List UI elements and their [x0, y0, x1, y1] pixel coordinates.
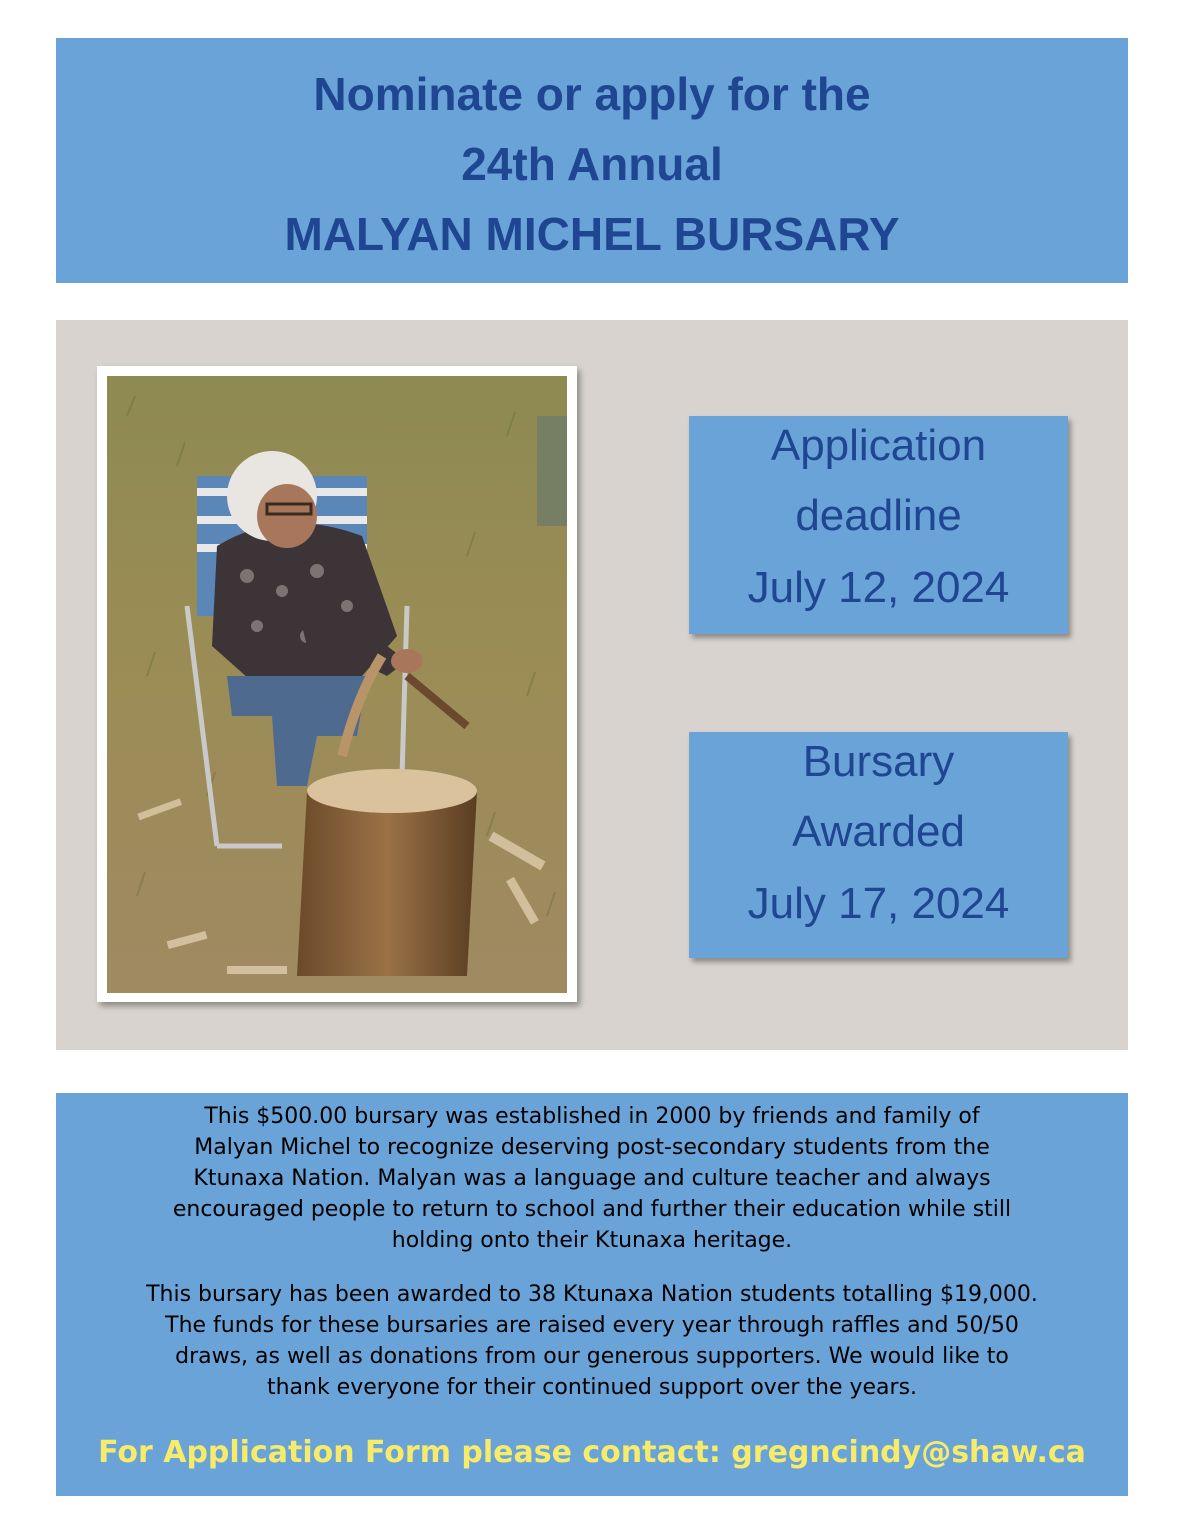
header-title: MALYAN MICHEL BURSARY [284, 208, 900, 260]
deadline-date: July 12, 2024 [747, 563, 1010, 612]
history-line: The funds for these bursaries are raised every year through raffles and 50/50 [165, 1313, 1019, 1338]
description-line: encouraged people to return to school and further their education while still [172, 1197, 1012, 1222]
bursary-description [56, 1101, 1128, 1256]
description-line: Malyan Michel to recognize deserving post-secondary students from the [194, 1135, 990, 1160]
header-band [56, 38, 1128, 283]
history-line: thank everyone for their continued support over the years. [266, 1375, 918, 1400]
header-line-1: Nominate or apply for the [313, 68, 871, 120]
history-line: draws, as well as donations from our generous supporters. We would like to [175, 1344, 1009, 1369]
deadline-label-2: deadline [795, 491, 962, 540]
photo-woman-carving [107, 376, 567, 993]
photo-frame [97, 366, 577, 1002]
awarded-date: July 17, 2024 [747, 879, 1010, 928]
deadline-label-1: Application [770, 421, 987, 470]
history-line: This bursary has been awarded to 38 Ktunaxa Nation students totalling $19,000. [146, 1282, 1038, 1307]
description-line: This $500.00 bursary was established in 2000 by friends and family of [204, 1104, 980, 1129]
description-line: Ktunaxa Nation. Malyan was a language and culture teacher and always [193, 1166, 991, 1191]
description-line: holding onto their Ktunaxa heritage. [391, 1228, 793, 1253]
info-band [56, 1093, 1128, 1496]
awarded-label-1: Bursary [802, 737, 955, 786]
awarded-label-2: Awarded [792, 807, 965, 856]
header-line-2: 24th Annual [461, 138, 723, 190]
bursary-awarded-box [689, 732, 1068, 958]
application-deadline-box [689, 416, 1068, 634]
bursary-history [56, 1279, 1128, 1403]
contact-line: For Application Form please contact: gregncindy@shaw.ca [98, 1435, 1086, 1470]
